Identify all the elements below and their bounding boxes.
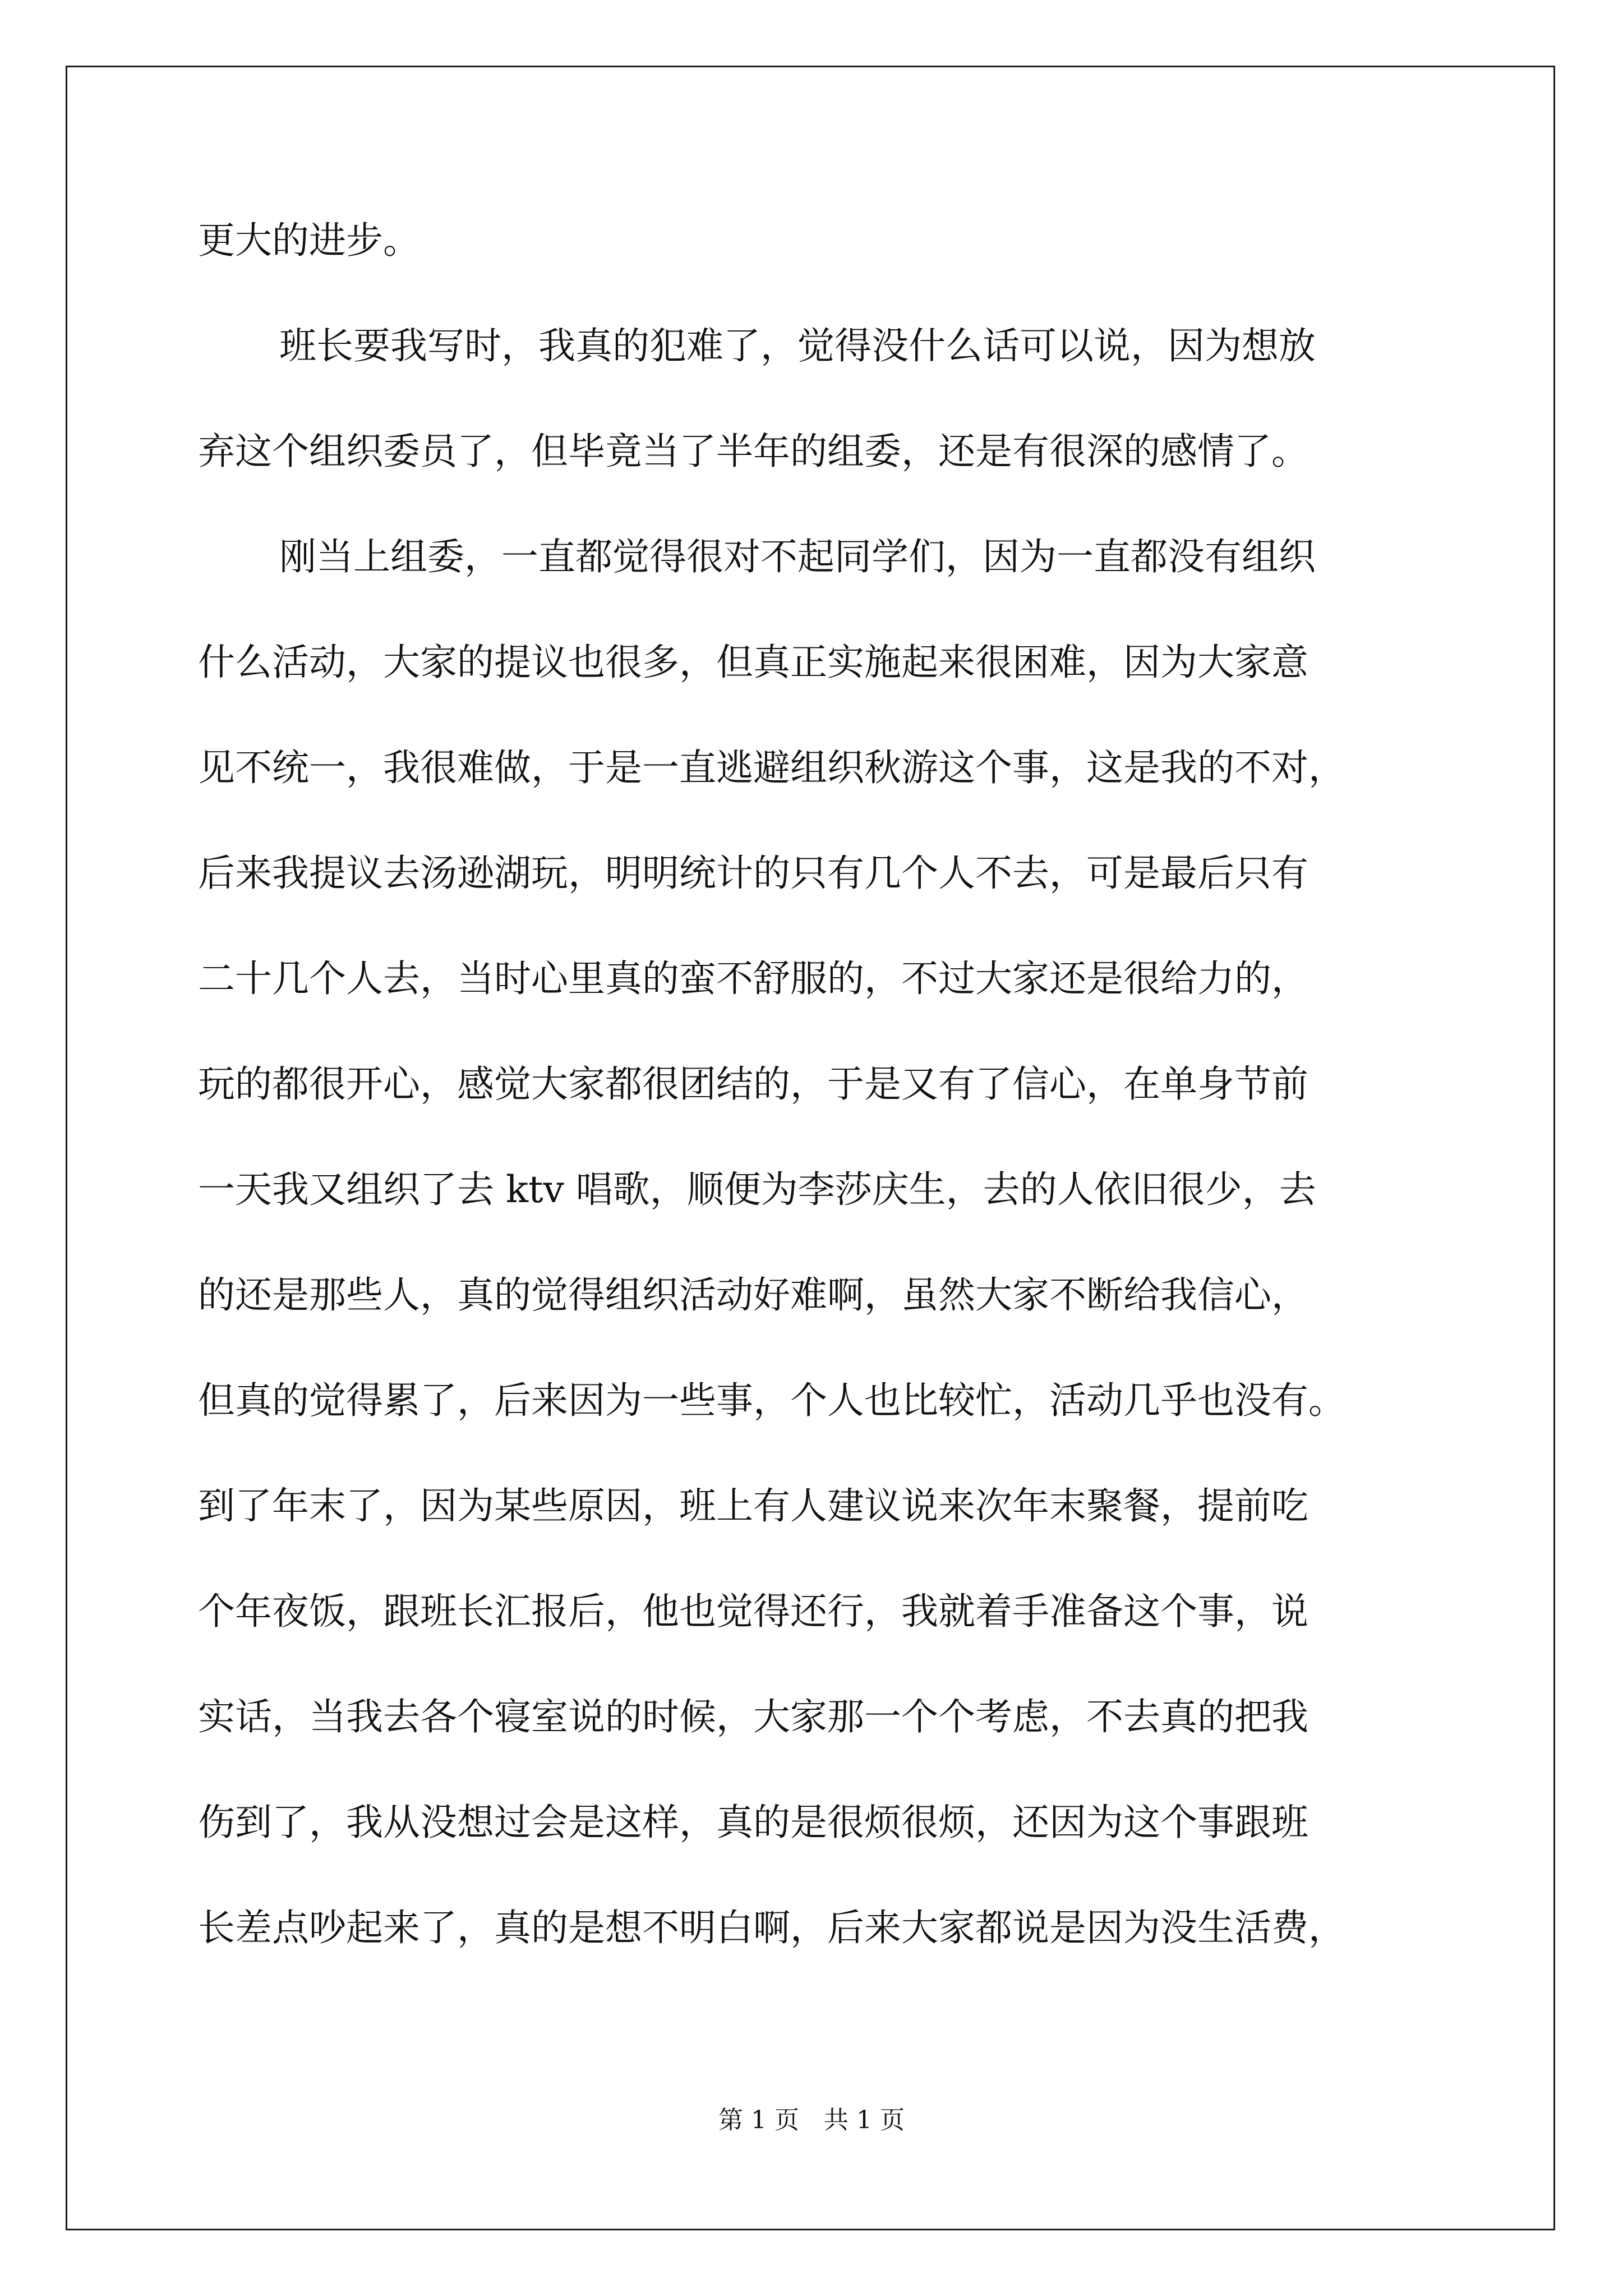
text-line: 玩的都很开心，感觉大家都很团结的，于是又有了信心，在单身节前 bbox=[198, 1062, 1308, 1106]
text-line: 刚当上组委，一直都觉得很对不起同学们，因为一直都没有组织 bbox=[279, 535, 1316, 578]
text-line: 一天我又组织了去 ktv 唱歌，顺便为李莎庆生，去的人依旧很少，去 bbox=[198, 1168, 1316, 1211]
text-line: 弃这个组织委员了，但毕竟当了半年的组委，还是有很深的感情了。 bbox=[198, 430, 1308, 473]
text-line: 什么活动，大家的提议也很多，但真正实施起来很困难，因为大家意 bbox=[198, 641, 1308, 684]
page-total: 共 1 页 bbox=[824, 2106, 905, 2134]
text-line: 见不统一，我很难做，于是一直逃避组织秋游这个事，这是我的不对， bbox=[198, 746, 1345, 789]
text-line: 个年夜饭，跟班长汇报后，他也觉得还行，我就着手准备这个事，说 bbox=[198, 1590, 1308, 1633]
text-line: 的还是那些人，真的觉得组织活动好难啊，虽然大家不断给我信心， bbox=[198, 1273, 1308, 1317]
text-line: 长差点吵起来了，真的是想不明白啊，后来大家都说是因为没生活费， bbox=[198, 1906, 1345, 1949]
text-line: 但真的觉得累了，后来因为一些事，个人也比较忙，活动几乎也没有。 bbox=[198, 1379, 1345, 1422]
document-body bbox=[198, 188, 1426, 1981]
text-line: 班长要我写时，我真的犯难了，觉得没什么话可以说，因为想放 bbox=[279, 324, 1316, 367]
text-line: 二十几个人去，当时心里真的蛮不舒服的，不过大家还是很给力的， bbox=[198, 957, 1308, 1000]
text-line: 伤到了，我从没想过会是这样，真的是很烦很烦，还因为这个事跟班 bbox=[198, 1801, 1308, 1844]
text-line: 更大的进步。 bbox=[198, 219, 420, 262]
text-line: 后来我提议去汤逊湖玩，明明统计的只有几个人不去，可是最后只有 bbox=[198, 852, 1308, 895]
text-line: 到了年末了，因为某些原因，班上有人建议说来次年末聚餐，提前吃 bbox=[198, 1484, 1308, 1527]
page-footer bbox=[0, 2104, 1623, 2137]
text-line: 实话，当我去各个寝室说的时候，大家那一个个考虑，不去真的把我 bbox=[198, 1695, 1308, 1738]
page-number: 第 1 页 bbox=[718, 2106, 799, 2134]
